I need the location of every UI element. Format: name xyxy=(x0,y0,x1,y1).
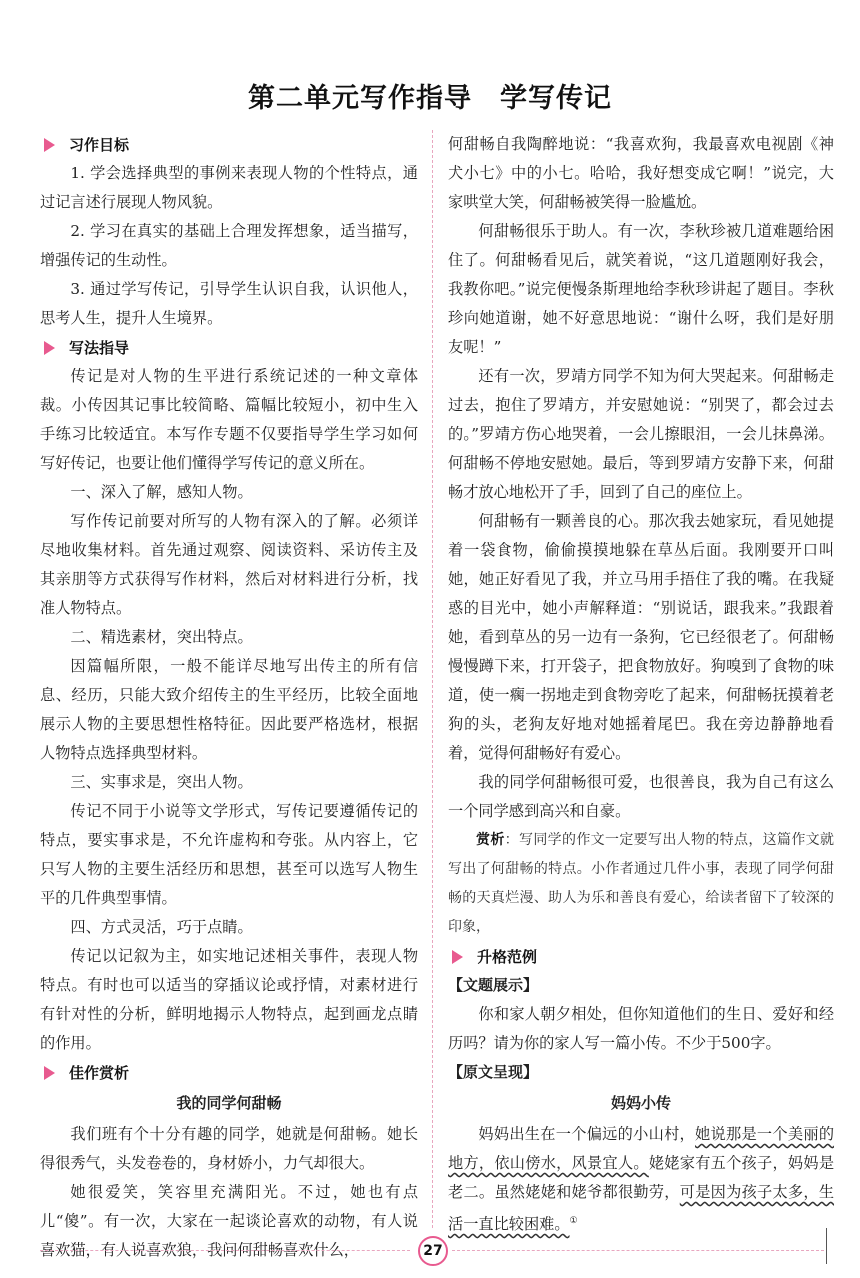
section-label: 升格范例 xyxy=(477,948,538,966)
section-label: 写法指导 xyxy=(69,339,130,357)
paragraph: 我的同学何甜畅很可爱，也很善良，我为自己有这么一个同学感到高兴和自豪。 xyxy=(448,773,834,820)
goal-item: 3. 通过学写传记，引导学生认识自我，认识他人，思考人生，提升人生境界。 xyxy=(40,280,418,327)
subheading: 二、精选素材，突出特点。 xyxy=(70,628,253,646)
triangle-bullet-icon xyxy=(44,1066,55,1080)
section-heading-goals xyxy=(40,130,418,159)
section-heading-example xyxy=(40,1058,418,1087)
paragraph: 何甜畅很乐于助人。有一次，李秋珍被几道难题给困住了。何甜畅看见后，就笑着说，“这几道题刚好我会，我教你吧。”说完便慢条斯理地给李秋珍讲起了题目。李秋珍向她道谢，她不好意思地说：“谢什么呀，我们是好朋友呢！” xyxy=(448,222,834,356)
topic-text: 你和家人朝夕相处，但你知道他们的生日、爱好和经历吗？请为你的家人写一篇小传。不少于500字。 xyxy=(448,1005,834,1052)
paragraph: 传记不同于小说等文学形式，写传记要遵循传记的特点，要实事求是，不允许虚构和夸张。从内容上，它只写人物的主要生活经历和思想，甚至可以选写人物生平的几件典型事情。 xyxy=(40,802,418,907)
left-column xyxy=(40,130,418,1265)
paragraph: 传记以记叙为主，如实地记述相关事件，表现人物特点。有时也可以适当的穿插议论或抒情，对素材进行有针对性的分析，鲜明地揭示人物特点，起到画龙点睛的作用。 xyxy=(40,947,418,1052)
section-label: 习作目标 xyxy=(69,136,130,154)
paragraph: 我们班有个十分有趣的同学，她就是何甜畅。她长得很秀气，头发卷卷的，身材娇小，力气却很大。 xyxy=(40,1125,418,1172)
triangle-bullet-icon xyxy=(44,341,55,355)
paragraph: 写作传记前要对所写的人物有深入的了解。必须详尽地收集材料。首先通过观察、阅读资料、采访传主及其亲朋等方式获得写作材料，然后对材料进行分析，找准人物特点。 xyxy=(40,512,418,617)
wavy-underlined-text: 她说那是一个美丽的地方，依山傍水，风景宜人。 xyxy=(448,1125,835,1172)
section-heading-guide xyxy=(40,333,418,362)
essay2-title: 妈妈小传 xyxy=(610,1094,671,1112)
comment-paragraph xyxy=(448,826,834,942)
subheading: 三、实事求是，突出人物。 xyxy=(70,773,253,791)
right-column xyxy=(448,130,834,1239)
footer-divider-left xyxy=(40,1250,410,1251)
paragraph: 还有一次，罗靖方同学不知为何大哭起来。何甜畅走过去，抱住了罗靖方，并安慰她说：“别哭了，都会过去的。”罗靖方伤心地哭着，一会儿擦眼泪，一会儿抹鼻涕。何甜畅不停地安慰她。最后，等到罗靖方安静下来，何甜畅才放心地松开了手，回到了自己的座位上。 xyxy=(448,367,834,501)
column-divider xyxy=(432,130,434,1228)
section-label: 佳作赏析 xyxy=(69,1064,130,1082)
comment-text: ：写同学的作文一定要写出人物的特点，这篇作文就写出了何甜畅的特点。小作者通过几件小事，表现了同学何甜畅的天真烂漫、助人为乐和善良有爱心，给读者留下了较深的印象， xyxy=(448,832,835,935)
page-number: 27 xyxy=(418,1236,448,1266)
triangle-bullet-icon xyxy=(452,950,463,964)
section-heading-model xyxy=(448,942,834,971)
original-label: 【原文呈现】 xyxy=(448,1063,539,1081)
page-title: 第二单元写作指导 学写传记 xyxy=(248,83,612,114)
subheading: 四、方式灵活，巧于点睛。 xyxy=(70,918,253,936)
essay2-text: 妈妈出生在一个偏远的小山村， xyxy=(478,1125,696,1143)
paragraph: 因篇幅所限，一般不能详尽地写出传主的所有信息、经历，只能大致介绍传主的生平经历，比较全面地展示人物的主要思想性格特征。因此要严格选材，根据人物特点选择典型材料。 xyxy=(40,657,418,762)
paragraph: 她很爱笑，笑容里充满阳光。不过，她也有点儿“傻”。有一次，大家在一起谈论喜欢的动物，有人说喜欢猫，有人说喜欢狼，我问何甜畅喜欢什么， xyxy=(40,1183,418,1259)
essay2-text: 姥姥家有五个孩子，妈妈是老二。虽然姥姥和姥爷都很勤劳， xyxy=(448,1154,835,1201)
essay2-paragraph xyxy=(448,1120,834,1239)
topic-label: 【文题展示】 xyxy=(448,976,539,994)
essay-title: 我的同学何甜畅 xyxy=(176,1094,282,1112)
goal-item: 1. 学会选择典型的事例来表现人物的个性特点，通过记言述行展现人物风貌。 xyxy=(40,164,418,211)
paragraph: 何甜畅有一颗善良的心。那次我去她家玩，看见她提着一袋食物，偷偷摸摸地躲在草丛后面。我刚要开口叫她，她正好看见了我，并立马用手捂住了我的嘴。在我疑惑的目光中，她小声解释道：“别说话，跟我来。”我跟着她，看到草丛的另一边有一条狗，它已经很老了。何甜畅慢慢蹲下来，打开袋子，把食物放好。狗嗅到了食物的味道，使一瘸一拐地走到食物旁吃了起来，何甜畅抚摸着老狗的头，老狗友好地对她摇着尾巴。我在旁边静静地看着，觉得何甜畅好有爱心。 xyxy=(448,512,834,762)
goal-item: 2. 学习在真实的基础上合理发挥想象，适当描写，增强传记的生动性。 xyxy=(40,222,418,269)
page-edge-mark xyxy=(826,1228,827,1264)
footnote-marker: ① xyxy=(569,1216,578,1226)
wavy-underlined-text: 可是因为孩子太多，生活一直比较困难。 xyxy=(448,1183,835,1234)
paragraph: 何甜畅自我陶醉地说：“我喜欢狗，我最喜欢电视剧《神犬小七》中的小七。哈哈，我好想变成它啊！”说完，大家哄堂大笑，何甜畅被笑得一脸尴尬。 xyxy=(448,135,834,211)
triangle-bullet-icon xyxy=(44,138,55,152)
footer-divider-right xyxy=(452,1250,824,1251)
paragraph: 传记是对人物的生平进行系统记述的一种文章体裁。小传因其记事比较简略、篇幅比较短小，初中生入手练习比较适宜。本写作专题不仅要指导学生学习如何写好传记，也要让他们懂得学写传记的意义所在。 xyxy=(40,367,418,472)
comment-label: 赏析 xyxy=(476,832,505,848)
subheading: 一、深入了解，感知人物。 xyxy=(70,483,253,501)
